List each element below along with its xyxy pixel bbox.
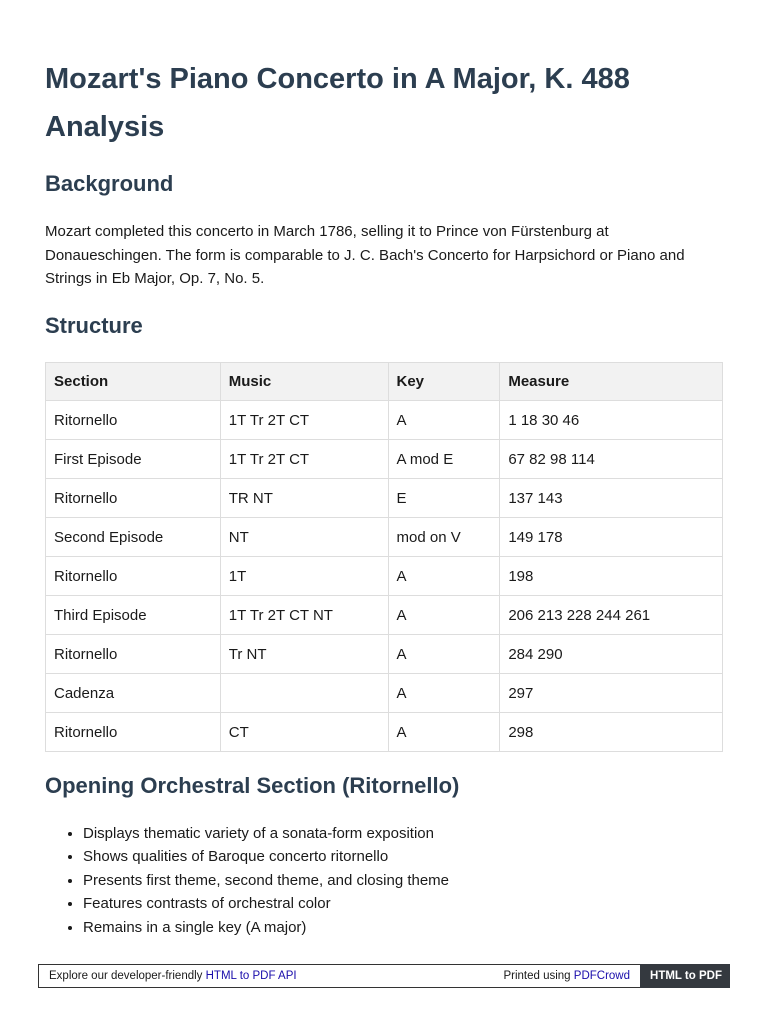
cell-music: CT: [220, 713, 388, 752]
table-row: [46, 674, 723, 713]
column-header-music: Music: [220, 363, 388, 401]
table-row: [46, 713, 723, 752]
cell-key: A: [388, 713, 500, 752]
cell-key: A: [388, 674, 500, 713]
cell-measure: 149 178: [500, 518, 723, 557]
cell-music: 1T: [220, 557, 388, 596]
html-to-pdf-api-link[interactable]: HTML to PDF API: [205, 970, 297, 982]
cell-section: First Episode: [46, 440, 221, 479]
cell-section: Ritornello: [46, 635, 221, 674]
cell-section: Cadenza: [46, 674, 221, 713]
cell-section: Second Episode: [46, 518, 221, 557]
cell-measure: 1 18 30 46: [500, 401, 723, 440]
column-header-section: Section: [46, 363, 221, 401]
cell-section: Ritornello: [46, 713, 221, 752]
list-item: • Displays thematic variety of a sonata-form exposition: [83, 822, 449, 845]
cell-key: mod on V: [388, 518, 500, 557]
cell-key: A mod E: [388, 440, 500, 479]
list-item: • Remains in a single key (A major): [83, 916, 449, 939]
cell-measure: 297: [500, 674, 723, 713]
background-heading: Background: [45, 171, 174, 196]
table-row: [46, 401, 723, 440]
cell-measure: 206 213 228 244 261: [500, 596, 723, 635]
cell-key: A: [388, 557, 500, 596]
opening-list: [45, 822, 449, 939]
cell-measure: 137 143: [500, 479, 723, 518]
table-row: [46, 635, 723, 674]
list-item: • Shows qualities of Baroque concerto ritornello: [83, 845, 449, 868]
table-row: [46, 557, 723, 596]
cell-music: Tr NT: [220, 635, 388, 674]
table-row: [46, 518, 723, 557]
cell-music: 1T Tr 2T CT NT: [220, 596, 388, 635]
list-item: • Features contrasts of orchestral color: [83, 892, 449, 915]
cell-measure: 198: [500, 557, 723, 596]
cell-measure: 298: [500, 713, 723, 752]
table-row: [46, 596, 723, 635]
cell-section: Ritornello: [46, 479, 221, 518]
table-row: [46, 479, 723, 518]
column-header-measure: Measure: [500, 363, 723, 401]
cell-key: E: [388, 479, 500, 518]
footer-printed-text: Printed using: [503, 970, 571, 982]
footer-banner: [38, 964, 730, 988]
cell-measure: 67 82 98 114: [500, 440, 723, 479]
cell-music: 1T Tr 2T CT: [220, 401, 388, 440]
cell-section: Ritornello: [46, 557, 221, 596]
column-header-key: Key: [388, 363, 500, 401]
cell-music: TR NT: [220, 479, 388, 518]
cell-key: A: [388, 596, 500, 635]
table-row: [46, 440, 723, 479]
footer-explore: [39, 970, 503, 982]
background-paragraph: Mozart completed this concerto in March 1786, selling it to Prince von Fürstenburg at Donaueschingen. The form is comparable to J. C. Bach's Concerto for Harpsichord or Piano and Strings in Eb Major, Op. 7, No. 5.: [45, 223, 685, 287]
cell-measure: 284 290: [500, 635, 723, 674]
cell-music: [220, 674, 388, 713]
cell-key: A: [388, 635, 500, 674]
list-item: • Presents first theme, second theme, and closing theme: [83, 869, 449, 892]
opening-section-heading: Opening Orchestral Section (Ritornello): [45, 773, 460, 798]
pdfcrowd-link[interactable]: PDFCrowd: [573, 970, 631, 982]
structure-table: [45, 362, 723, 752]
cell-section: Ritornello: [46, 401, 221, 440]
cell-key: A: [388, 401, 500, 440]
cell-section: Third Episode: [46, 596, 221, 635]
cell-music: 1T Tr 2T CT: [220, 440, 388, 479]
html-to-pdf-button[interactable]: HTML to PDF: [640, 964, 730, 988]
table-header-row: [46, 363, 723, 401]
cell-music: NT: [220, 518, 388, 557]
page-title: Mozart's Piano Concerto in A Major, K. 488 Analysis: [45, 63, 630, 143]
footer-printed: [503, 970, 640, 982]
structure-heading: Structure: [45, 313, 143, 338]
footer-explore-text: Explore our developer-friendly: [49, 970, 203, 982]
